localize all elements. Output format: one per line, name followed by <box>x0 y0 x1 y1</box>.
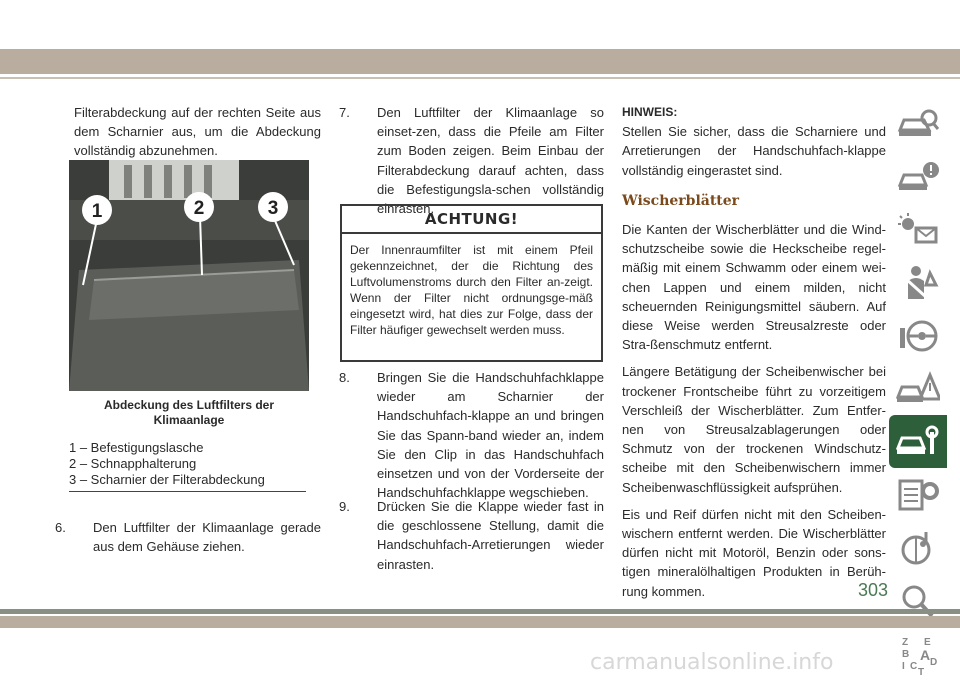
filter-cover-illustration <box>69 160 309 391</box>
figure-caption-list <box>69 440 309 488</box>
index-letter: Z <box>902 636 909 648</box>
car-search-icon[interactable] <box>889 97 947 150</box>
car-lights-mail-icon[interactable] <box>889 203 947 256</box>
section-heading: Wischerblätter <box>622 192 740 209</box>
steering-wheel-icon[interactable] <box>889 309 947 362</box>
figure-caption-title: Abdeckung des Luftfilters der Klimaanlage <box>103 398 275 427</box>
car-seatbelt-icon[interactable] <box>889 256 947 309</box>
warning-title: ACHTUNG! <box>342 206 601 234</box>
car-wrench-icon[interactable] <box>889 415 947 468</box>
warning-box <box>340 204 603 362</box>
step-text: Bringen Sie die Handschuhfachklappe wieder am Scharnier der Handschuhfach-klappe an und bringen Sie das Spann-band wieder an, indem Sie den Clip in das Handschuhfach einsetzen und von der Vorderseite der Handschuhfachklappe wegschieben. <box>377 370 604 501</box>
note-label: HINWEIS: <box>622 105 678 119</box>
index-letter: E <box>924 636 931 648</box>
car-warning-icon[interactable] <box>889 150 947 203</box>
callout-1: 1 <box>91 201 103 222</box>
watermark: carmanualsonline.info <box>590 650 834 675</box>
step-text: Den Luftfilter der Klimaanlage so einset-zen, dass die Pfeile am Filter zum Boden zeigen. Beim Einbau der Filterabdeckung darauf achten, dass die Befestigungsla-schen vollständig einrasten. <box>377 105 604 217</box>
index-letter: B <box>902 648 910 660</box>
header-band <box>0 49 960 74</box>
filter-cover-photo <box>69 160 309 391</box>
index-letter: I <box>902 660 905 672</box>
callout-3: 3 <box>267 198 279 219</box>
music-nav-icon[interactable] <box>889 521 947 574</box>
header-rule <box>0 77 960 79</box>
step-number: 8. <box>339 370 350 385</box>
warning-text: Der Innenraumfilter ist mit einem Pfeil gekennzeichnet, der die Richtung des Luftvolumenstroms durch den Filter an-zeigt. Wenn der Filter nicht ordnungsge-mäß eingesetzt wird, hat dies zur Folge, dass der Filter häufiger gewechselt werden muss. <box>350 243 593 337</box>
chapter-sidebar <box>889 97 947 680</box>
step-6 <box>55 518 321 556</box>
index-letter: T <box>918 666 925 676</box>
footer-band <box>0 616 960 628</box>
car-hazard-icon[interactable] <box>889 362 947 415</box>
caption-item: 1 – Befestigungslasche <box>69 440 204 455</box>
paragraph: Längere Betätigung der Scheibenwischer bei trockener Frontscheibe führt zu vorzeitigem Verschleiß der Wischerblätter. Zum Entfer-nen von Streusalzablagerungen oder Schmutz von der trockenen Windschutz-scheibe mit den Scheibenwischern immer Scheibenwaschflüssigkeit aufsprühen. <box>622 364 886 495</box>
paragraph: Die Kanten der Wischerblätter und die Wind-schutzscheibe sowie die Heckscheibe regel-mäßig mit einem Schwamm oder einem wei-chen Lappen und einem milden, nicht scheuernden Reinigungsmittel säubern. Auf diese Weise werden Streusalzreste oder Stra-ßenschmutz entfernt. <box>622 222 886 353</box>
step-9 <box>339 497 604 574</box>
page-number: 303 <box>858 580 889 600</box>
step-7 <box>339 103 604 218</box>
alphabet-index-icon[interactable] <box>889 627 947 680</box>
paragraph: Eis und Reif dürfen nicht mit den Scheiben-wischern entfernt werden. Die Wischerblätter dürfen nicht mit Motoröl, Benzin oder sons-tigen mineralölhaltigen Produkten in Berüh-rung kommen. <box>622 506 886 599</box>
index-letter: C <box>910 660 918 672</box>
step-8 <box>339 368 604 502</box>
column-3 <box>622 103 889 601</box>
step-number: 6. <box>55 520 66 535</box>
column-1 <box>74 103 321 161</box>
settings-list-icon[interactable] <box>889 468 947 521</box>
index-letter: D <box>930 656 938 668</box>
callout-2: 2 <box>193 198 205 219</box>
index-letter: A <box>920 646 931 663</box>
step-text: Drücken Sie die Klappe wieder fast in die geschlossene Stellung, damit die Handschuhfach-Arretierungen wieder einrasten. <box>377 499 604 572</box>
caption-item: 2 – Schnapphalterung <box>69 456 197 471</box>
intro-text: Filterabdeckung auf der rechten Seite aus dem Scharnier aus, um die Abdeckung vollständig abzunehmen. <box>74 105 321 159</box>
caption-rule <box>69 491 306 492</box>
step-number: 9. <box>339 499 350 514</box>
step-text: Den Luftfilter der Klimaanlage gerade aus dem Gehäuse ziehen. <box>93 520 321 555</box>
caption-item: 3 – Scharnier der Filterabdeckung <box>69 472 265 487</box>
step-number: 7. <box>339 105 350 120</box>
footer-rule <box>0 609 960 614</box>
note-text: Stellen Sie sicher, dass die Scharniere und Arretierungen der Handschuhfach-klappe vollständig eingerastet sind. <box>622 124 886 178</box>
